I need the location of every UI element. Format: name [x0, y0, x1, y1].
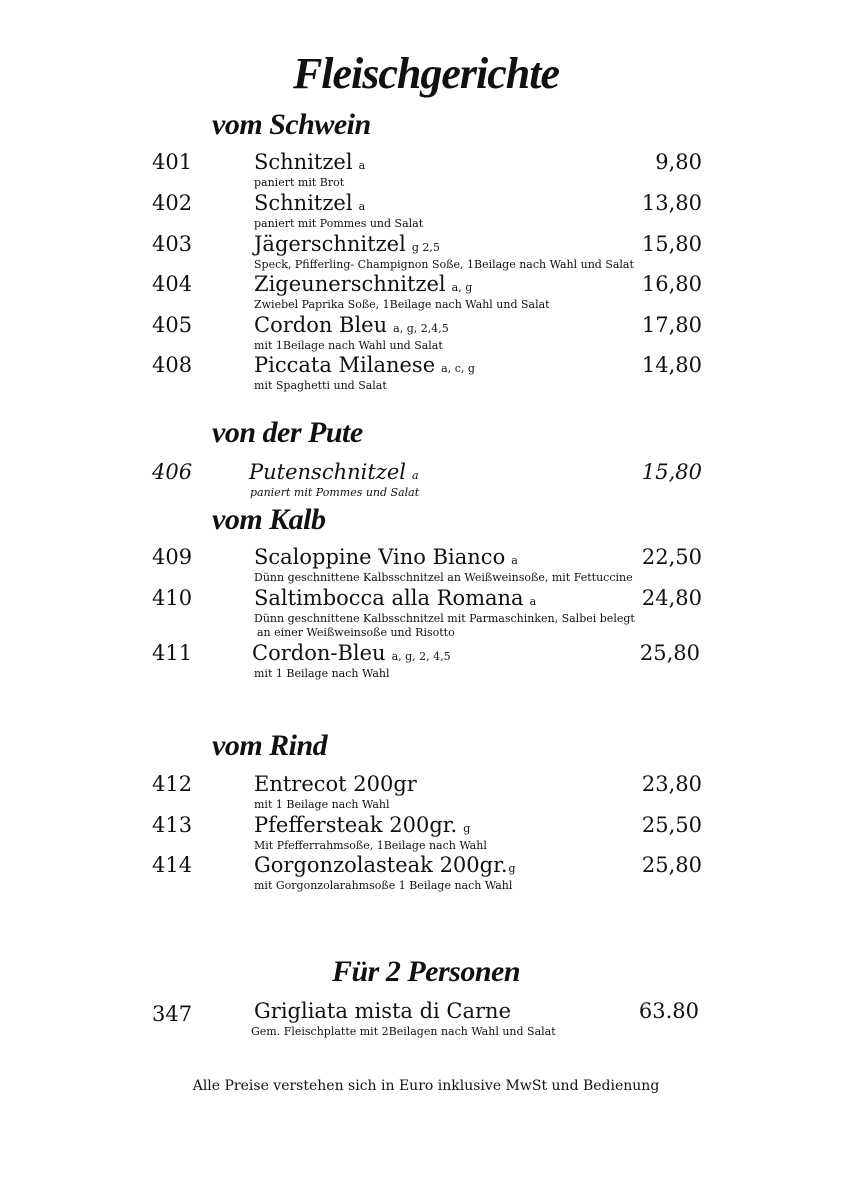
item-name: Piccata Milanese a, c, g: [254, 353, 475, 377]
item-description: paniert mit Pommes und Salat: [254, 217, 424, 230]
menu-item: [0, 813, 852, 853]
item-price: 63.80: [638, 999, 699, 1023]
item-name: Schnitzel a: [254, 191, 366, 215]
item-allergen: a: [358, 159, 366, 172]
item-name: Schnitzel a: [254, 150, 366, 174]
item-number: 405: [152, 313, 193, 337]
item-number: 408: [152, 353, 193, 377]
item-allergen: a, g, 2, 4,5: [391, 650, 451, 663]
item-number: 347: [152, 1002, 193, 1026]
item-allergen: a, c, g: [441, 362, 475, 375]
item-price: 15,80: [641, 232, 702, 256]
item-price: 22,50: [641, 545, 702, 569]
item-name: Zigeunerschnitzel a, g: [254, 272, 473, 296]
item-name: Cordon-Bleu a, g, 2, 4,5: [252, 641, 451, 665]
item-name: Cordon Bleu a, g, 2,4,5: [254, 313, 449, 337]
item-price: 25,50: [641, 813, 702, 837]
item-number: 413: [152, 813, 193, 837]
menu-item: [0, 272, 852, 312]
item-allergen: a: [412, 469, 419, 482]
item-number: 414: [152, 853, 193, 877]
item-name: Putenschnitzel a: [249, 460, 419, 484]
item-number: 411: [152, 641, 193, 665]
item-price: 17,80: [641, 313, 702, 337]
item-description: Gem. Fleischplatte mit 2Beilagen nach Wahl und Salat: [251, 1025, 556, 1038]
menu-item: [0, 586, 852, 642]
item-price: 13,80: [641, 191, 702, 215]
item-allergen: g: [463, 822, 471, 835]
menu-item: [0, 353, 852, 393]
item-description: mit Gorgonzolarahmsoße 1 Beilage nach Wahl: [254, 879, 513, 892]
item-price: 24,80: [641, 586, 702, 610]
item-allergen: a, g, 2,4,5: [393, 322, 449, 335]
item-number: 404: [152, 272, 193, 296]
item-price: 16,80: [641, 272, 702, 296]
item-description-line2: an einer Weißweinsoße und Risotto: [257, 626, 455, 639]
menu-item: [0, 641, 852, 681]
page-title: Fleischgerichte: [292, 49, 560, 98]
price-footnote: Alle Preise verstehen sich in Euro inklusive MwSt und Bedienung: [192, 1078, 660, 1094]
menu-item: [0, 150, 852, 190]
item-allergen: a: [358, 200, 366, 213]
item-name: Grigliata mista di Carne: [254, 999, 512, 1023]
item-number: 406: [152, 460, 193, 484]
item-number: 401: [152, 150, 193, 174]
item-description: mit 1 Beilage nach Wahl: [254, 667, 390, 680]
item-description: Dünn geschnittene Kalbsschnitzel mit Parmaschinken, Salbei belegt: [254, 612, 635, 625]
section-heading-schwein: vom Schwein: [212, 108, 371, 141]
item-description: Dünn geschnittene Kalbsschnitzel an Weißweinsoße, mit Fettuccine: [254, 571, 633, 584]
item-description: Mit Pfefferrahmsoße, 1Beilage nach Wahl: [254, 839, 487, 852]
menu-item: [0, 232, 852, 272]
menu-item: [0, 313, 852, 353]
item-allergen: a: [529, 595, 537, 608]
item-price: 23,80: [641, 772, 702, 796]
item-name: Pfeffersteak 200gr. g: [254, 813, 471, 837]
menu-item: [0, 460, 852, 500]
menu-item: [0, 772, 852, 812]
menu-item: [0, 191, 852, 231]
item-name: Saltimbocca alla Romana a: [254, 586, 537, 610]
item-name: Gorgonzolasteak 200gr.g: [254, 853, 516, 877]
item-name: Jägerschnitzel g 2,5: [254, 232, 440, 256]
item-price: 14,80: [641, 353, 702, 377]
item-price: 9,80: [655, 150, 702, 174]
item-description: mit Spaghetti und Salat: [254, 379, 387, 392]
item-allergen: g: [508, 862, 516, 875]
item-price: 25,80: [641, 853, 702, 877]
menu-item: [0, 545, 852, 585]
item-price: 25,80: [639, 641, 700, 665]
item-description: Speck, Pfifferling- Champignon Soße, 1Beilage nach Wahl und Salat: [254, 258, 634, 271]
item-number: 403: [152, 232, 193, 256]
item-number: 402: [152, 191, 193, 215]
section-heading-rind: vom Rind: [212, 729, 328, 762]
item-number: 409: [152, 545, 193, 569]
item-description: mit 1 Beilage nach Wahl: [254, 798, 390, 811]
item-number: 412: [152, 772, 193, 796]
item-description: mit 1Beilage nach Wahl und Salat: [254, 339, 443, 352]
item-description: Zwiebel Paprika Soße, 1Beilage nach Wahl und Salat: [254, 298, 550, 311]
section-heading-zwei-personen: Für 2 Personen: [331, 955, 521, 988]
item-price: 15,80: [641, 460, 702, 484]
item-allergen: g 2,5: [411, 241, 440, 254]
item-number: 410: [152, 586, 193, 610]
item-allergen: a, g: [451, 281, 473, 294]
item-allergen: a: [511, 554, 518, 567]
section-heading-kalb: vom Kalb: [212, 503, 326, 536]
section-heading-pute: von der Pute: [212, 416, 363, 449]
menu-item: [0, 999, 852, 1039]
menu-item: [0, 853, 852, 893]
item-name: Scaloppine Vino Bianco a: [254, 545, 518, 569]
item-description: paniert mit Pommes und Salat: [250, 486, 420, 499]
item-description: paniert mit Brot: [254, 176, 345, 189]
item-name: Entrecot 200gr: [254, 772, 417, 796]
